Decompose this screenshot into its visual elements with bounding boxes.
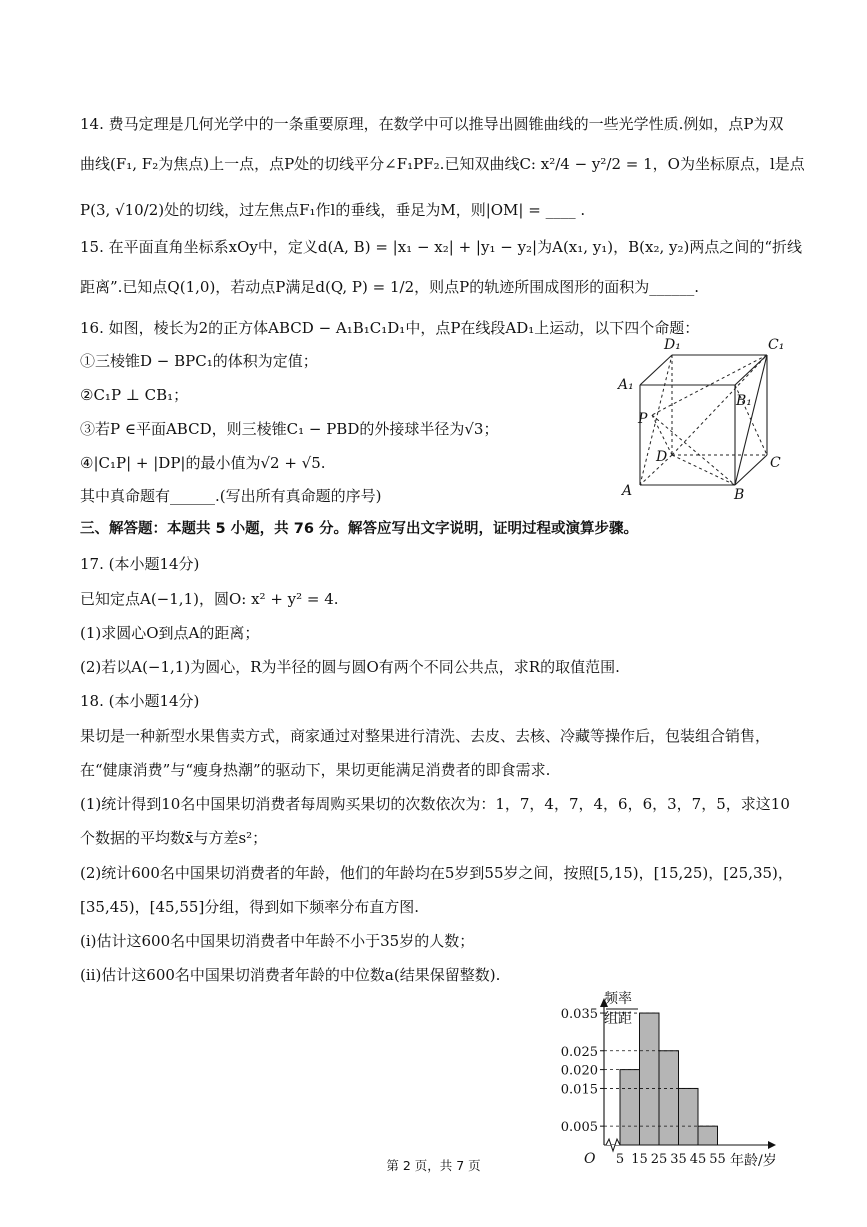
cube-figure [612, 335, 792, 505]
frequency-histogram [540, 985, 790, 1180]
x-tick-label: 55 [709, 1152, 726, 1167]
x-tick-label: 35 [670, 1152, 687, 1167]
x-tick-label: 5 [615, 1152, 625, 1167]
q15-line1: 15. 在平面直角坐标系xOy中，定义d(A, B) = |x₁ − x₂| + |y₁ − y₂|为A(x₁, y₁)，B(x₂, y₂)两点之间的“折线 [80, 238, 803, 256]
label-C1: C₁ [768, 337, 785, 353]
label-D: D [656, 449, 668, 465]
label-B: B [734, 487, 745, 503]
q18-title: 18. (本小题14分) [80, 692, 200, 710]
histogram-bar [620, 1070, 640, 1145]
section-heading: 三、解答题：本题共 5 小题，共 76 分。解答应写出文字说明，证明过程或演算步骤。 [80, 521, 638, 537]
histogram-bar [679, 1088, 699, 1145]
q15-line2: 距离”.已知点Q(1,0)，若动点P满足d(Q, P) = 1/2，则点P的轨迹所围成图形的面积为______. [80, 278, 699, 296]
histogram-bar [659, 1051, 679, 1145]
label-D1: D₁ [664, 337, 681, 353]
q18-sub1: (ⅰ)估计这600名中国果切消费者中年龄不小于35岁的人数； [80, 932, 475, 950]
label-P: P [638, 411, 648, 427]
x-label: 年龄/岁 [730, 1153, 777, 1169]
q18-sub2: (ⅱ)估计这600名中国果切消费者年龄的中位数a(结果保留整数). [80, 966, 501, 984]
q17-part2: (2)若以A(−1,1)为圆心，R为半径的圆与圆O有两个不同公共点，求R的取值范围. [80, 658, 620, 676]
q16-prop3: ③若P ∈平面ABCD，则三棱锥C₁ − PBD的外接球半径为√3； [80, 420, 499, 438]
y-tick-label: 0.035 [560, 1007, 598, 1023]
q16-prop4: ④|C₁P| + |DP|的最小值为√2 + √5. [80, 454, 326, 472]
histogram-bar [640, 1013, 660, 1145]
x-tick-label: 25 [650, 1152, 668, 1167]
q14-line2: 曲线(F₁, F₂为焦点)上一点，点P处的切线平分∠F₁PF₂.已知双曲线C: x²/4 − y²/2 = 1，O为坐标原点，l是点 [80, 155, 805, 173]
y-tick-label: 0.025 [560, 1044, 598, 1060]
q14-line3: P(3, √10/2)处的切线，过左焦点F₁作l的垂线，垂足为M，则|OM| = ____ . [80, 201, 586, 219]
q18-part1a: (1)统计得到10名中国果切消费者每周购买果切的次数依次为：1，7，4，7，4，6，6，3，7，5，求这10 [80, 795, 790, 813]
y-tick-label: 0.005 [560, 1120, 598, 1136]
y-tick-label: 0.015 [560, 1082, 598, 1098]
q14-line1: 14. 费马定理是几何光学中的一条重要原理，在数学中可以推导出圆锥曲线的一些光学性质.例如，点P为双 [80, 115, 784, 133]
x-tick-label: 15 [631, 1152, 648, 1167]
label-A: A [622, 483, 633, 499]
histogram-bar [698, 1126, 718, 1145]
q16-ask: 其中真命题有______.(写出所有真命题的序号) [80, 487, 382, 505]
origin-label: O [584, 1151, 596, 1167]
q16-prop1: ①三棱锥D − BPC₁的体积为定值； [80, 352, 318, 370]
q17-part1: (1)求圆心O到点A的距离； [80, 624, 260, 642]
label-B1: B₁ [736, 393, 752, 409]
y-label-top: 频率 [604, 991, 632, 1007]
y-label-bottom: 组距 [604, 1011, 632, 1027]
q16-prop2: ②C₁P ⊥ CB₁； [80, 386, 189, 404]
q18-part2a: (2)统计600名中国果切消费者的年龄，他们的年龄均在5岁到55岁之间，按照[5,15)，[15,25)，[25,35)， [80, 864, 793, 882]
q18-text2: 在“健康消费”与“瘦身热潮”的驱动下，果切更能满足消费者的即食需求. [80, 761, 551, 779]
q16-intro: 16. 如图，棱长为2的正方体ABCD − A₁B₁C₁D₁中，点P在线段AD₁上运动，以下四个命题： [80, 319, 700, 337]
q17-title: 17. (本小题14分) [80, 555, 200, 573]
q18-text1: 果切是一种新型水果售卖方式，商家通过对整果进行清洗、去皮、去核、冷藏等操作后，包装组合销售， [80, 727, 771, 745]
q18-part2b: [35,45)，[45,55]分组，得到如下频率分布直方图. [80, 898, 420, 916]
page-footer: 第 2 页，共 7 页 [386, 1158, 481, 1173]
x-tick-label: 45 [689, 1152, 707, 1167]
q17-given: 已知定点A(−1,1)，圆O: x² + y² = 4. [80, 590, 339, 608]
label-C: C [770, 455, 781, 471]
label-A1: A₁ [618, 377, 634, 393]
q18-part1b: 个数据的平均数x̄与方差s²； [80, 829, 268, 847]
y-tick-label: 0.020 [560, 1063, 598, 1079]
